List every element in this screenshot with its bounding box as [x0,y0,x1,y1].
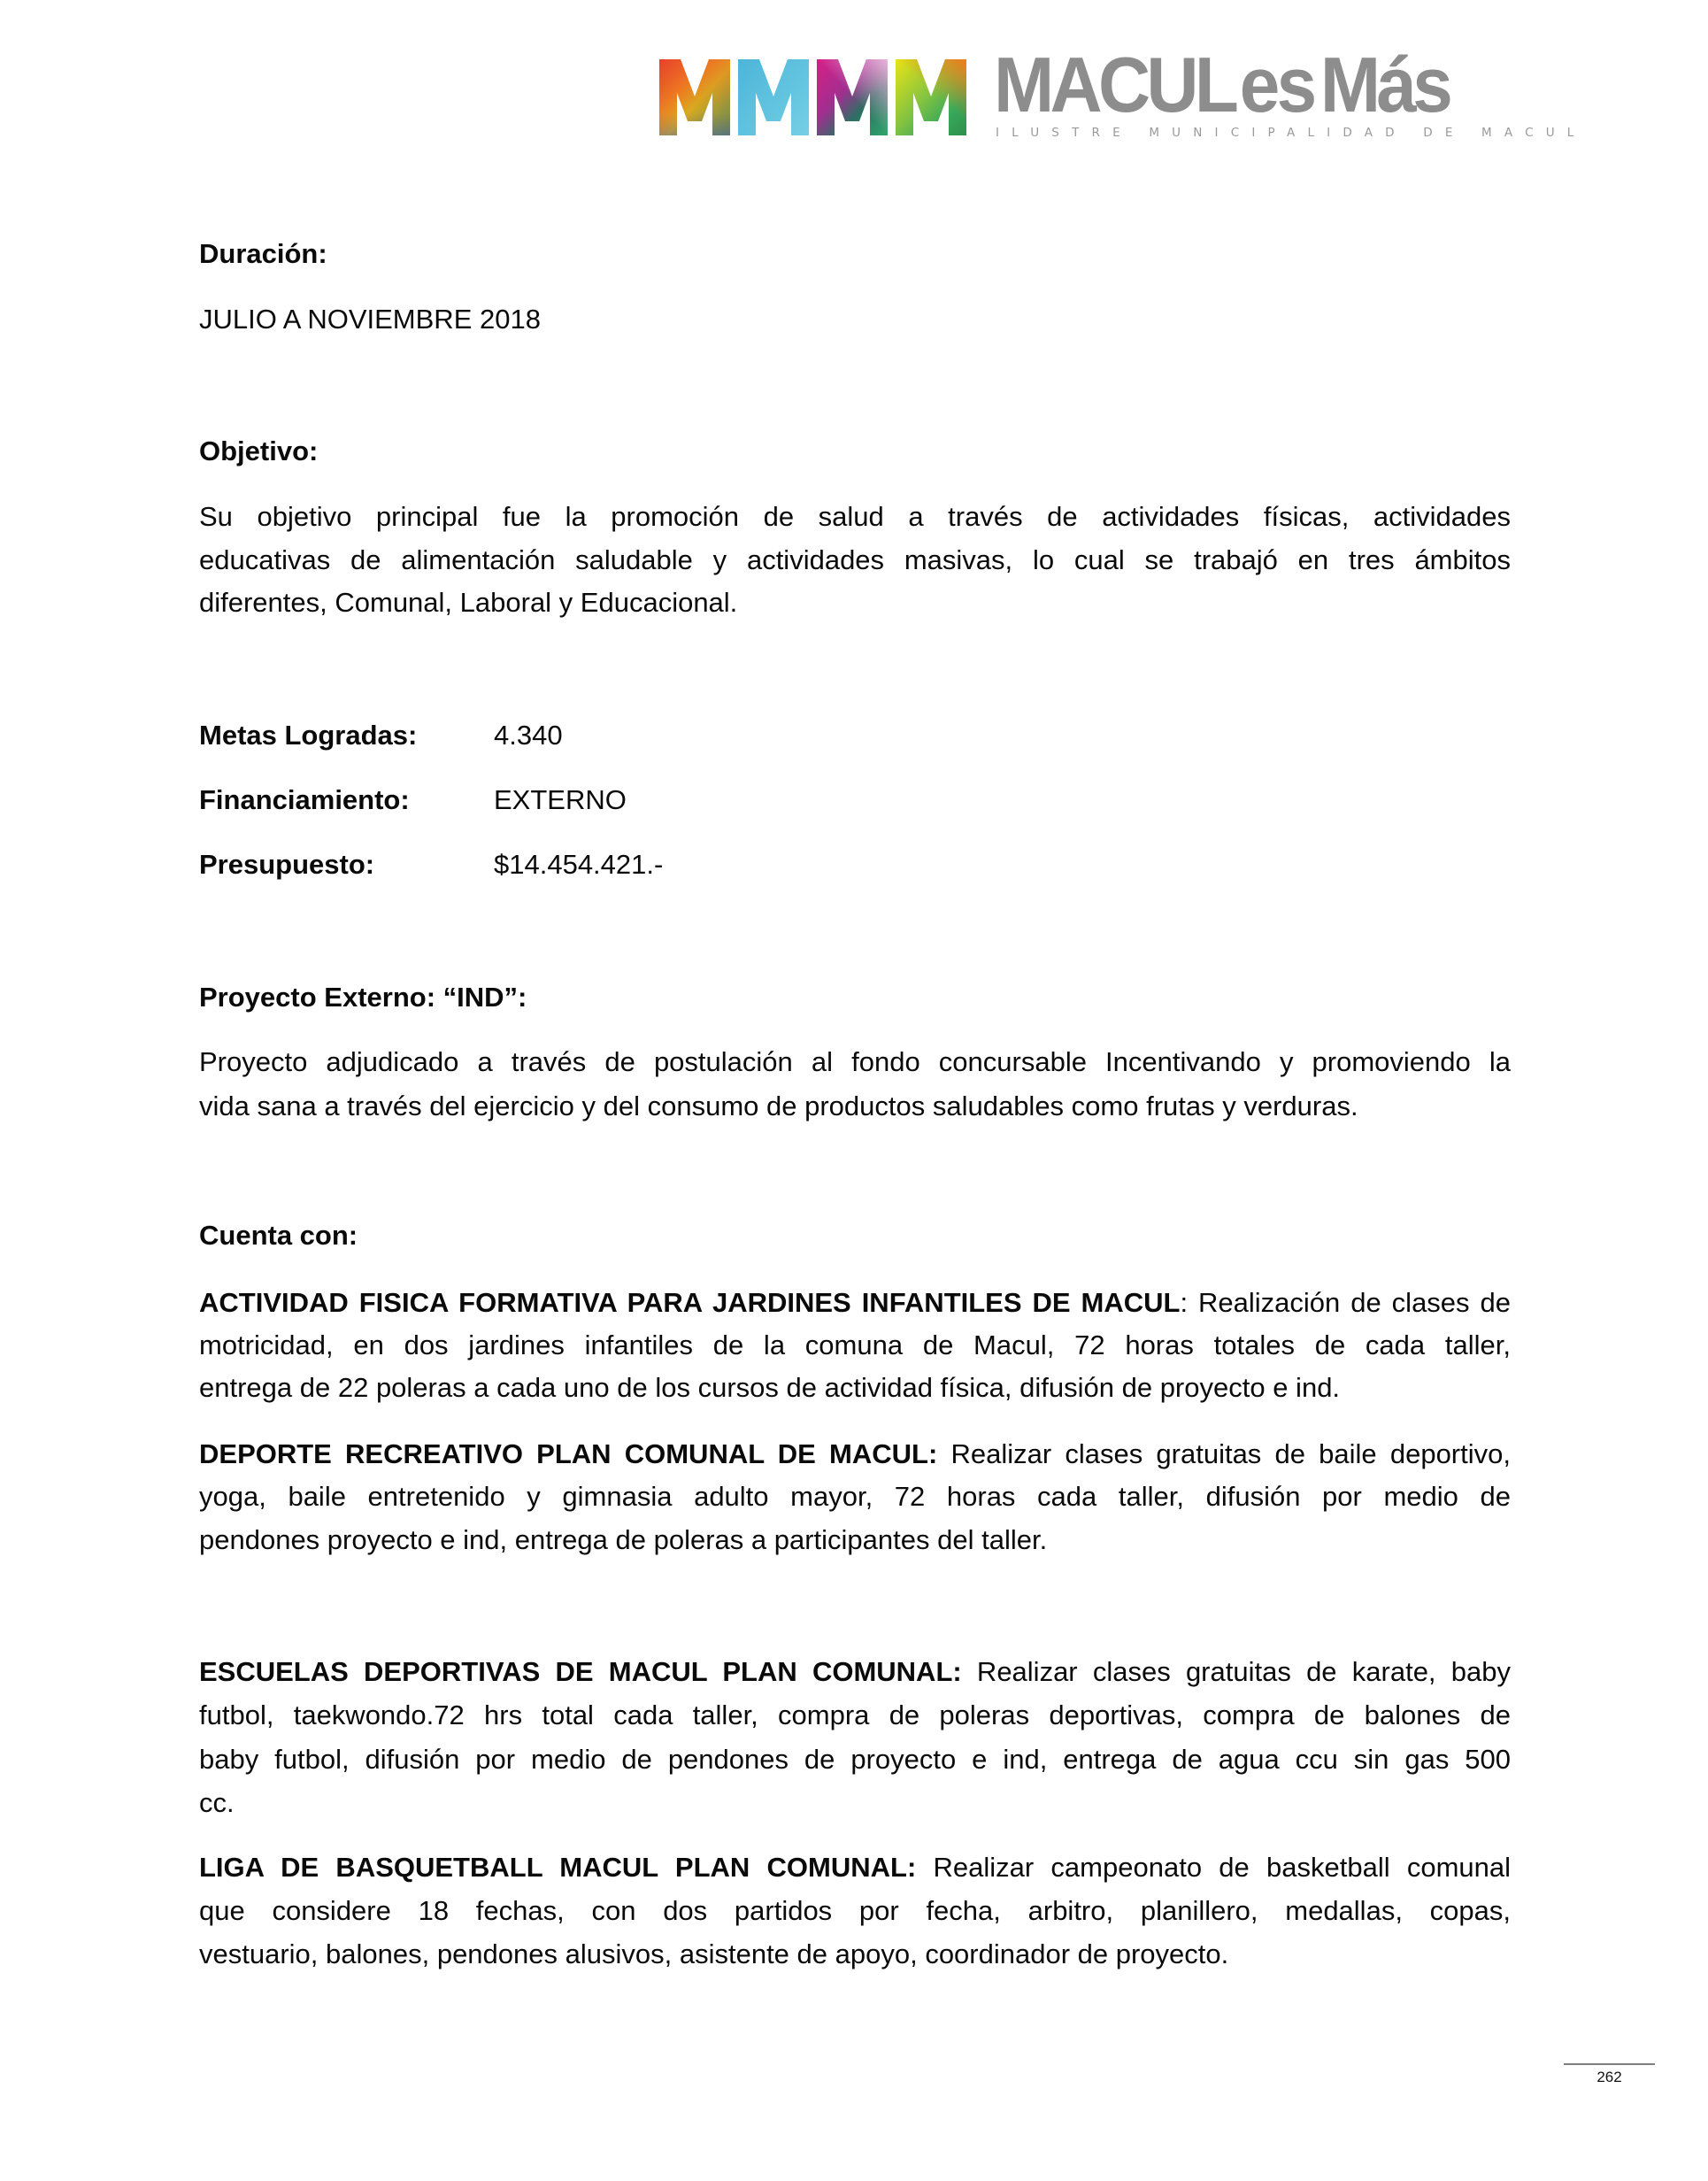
proyecto-externo-heading: Proyecto Externo: “IND”: [199,982,527,1013]
paragraph-line [199,1285,1511,1321]
paragraph-line: yoga, baile entretenido y gimnasia adulto mayor, 72 horas cada taller, difusión por medio de [199,1481,1511,1512]
page-number: 262 [1596,2069,1622,2085]
paragraph-line: pendones proyecto e ind, entrega de poleras a participantes del taller. [199,1524,1048,1555]
logo-mmmm-mark-icon [659,58,969,136]
metas-logradas-label: Metas Logradas: [199,720,418,751]
financiamiento-label: Financiamiento: [199,784,410,815]
item-title: ACTIVIDAD FISICA FORMATIVA PARA JARDINES INFANTILES DE MACUL [199,1287,1181,1318]
paragraph-line [199,1654,1511,1690]
paragraph-line: diferentes, Comunal, Laboral y Educacional. [199,587,738,618]
paragraph-line: que considere 18 fechas, con dos partidos por fecha, arbitro, planillero, medallas, copas, [199,1895,1511,1926]
item-text: Realizar clases gratuitas de baile deportivo, [937,1438,1511,1469]
item-title: DEPORTE RECREATIVO PLAN COMUNAL DE MACUL: [199,1438,938,1469]
objetivo-heading: Objetivo: [199,435,319,466]
logo-wordmark-macul: MACUL [994,41,1235,128]
logo-m-2 [738,59,809,135]
logo-wordmark [994,41,1450,128]
footer-divider [1564,2063,1655,2065]
item-title: ESCUELAS DEPORTIVAS DE MACUL PLAN COMUNAL: [199,1656,962,1687]
financiamiento-value: EXTERNO [494,784,627,815]
metas-logradas-value: 4.340 [494,720,563,751]
cuenta-con-heading: Cuenta con: [199,1220,358,1251]
item-title-colon: : [1180,1287,1189,1318]
paragraph-line: motricidad, en dos jardines infantiles de la comuna de Macul, 72 horas totales de cada taller, [199,1329,1511,1360]
paragraph-line [199,1437,1511,1472]
logo-wordmark-es: es [1239,41,1314,128]
logo-m-1 [659,59,730,135]
paragraph-line: cc. [199,1787,235,1818]
paragraph-line: educativas de alimentación saludable y actividades masivas, lo cual se trabajó en tres ámbitos [199,544,1511,575]
paragraph-line: Proyecto adjudicado a través de postulación al fondo concursable Incentivando y promoviendo la [199,1046,1511,1077]
logo-wordmark-mas: Más [1319,41,1450,128]
paragraph-line: Su objetivo principal fue la promoción de salud a través de actividades físicas, actividades [199,501,1511,532]
paragraph-line: futbol, taekwondo.72 hrs total cada taller, compra de poleras deportivas, compra de balones de [199,1699,1511,1730]
item-text: Realizar campeonato de basketball comunal [916,1852,1511,1883]
item-text: Realización de clases de [1188,1287,1511,1318]
logo-m-3 [817,59,888,135]
paragraph-line: baby futbol, difusión por medio de pendones de proyecto e ind, entrega de agua ccu sin gas 500 [199,1744,1511,1775]
logo-subtitle: ILUSTRE MUNICIPALIDAD DE MACUL [996,126,1587,140]
duracion-value: JULIO A NOVIEMBRE 2018 [199,304,541,335]
municipality-logo [659,41,1587,142]
paragraph-line: entrega de 22 poleras a cada uno de los cursos de actividad física, difusión de proyecto e ind. [199,1372,1341,1403]
paragraph-line: vestuario, balones, pendones alusivos, asistente de apoyo, coordinador de proyecto. [199,1938,1229,1969]
presupuesto-label: Presupuesto: [199,849,375,880]
paragraph-line [199,1850,1511,1885]
item-text: Realizar clases gratuitas de karate, baby [961,1656,1511,1687]
paragraph-line: vida sana a través del ejercicio y del consumo de productos saludables como frutas y verduras. [199,1090,1358,1121]
item-title: LIGA DE BASQUETBALL MACUL PLAN COMUNAL: [199,1852,917,1883]
logo-m-4 [896,59,966,135]
presupuesto-value: $14.454.421.- [494,849,664,880]
duracion-heading: Duración: [199,238,327,269]
